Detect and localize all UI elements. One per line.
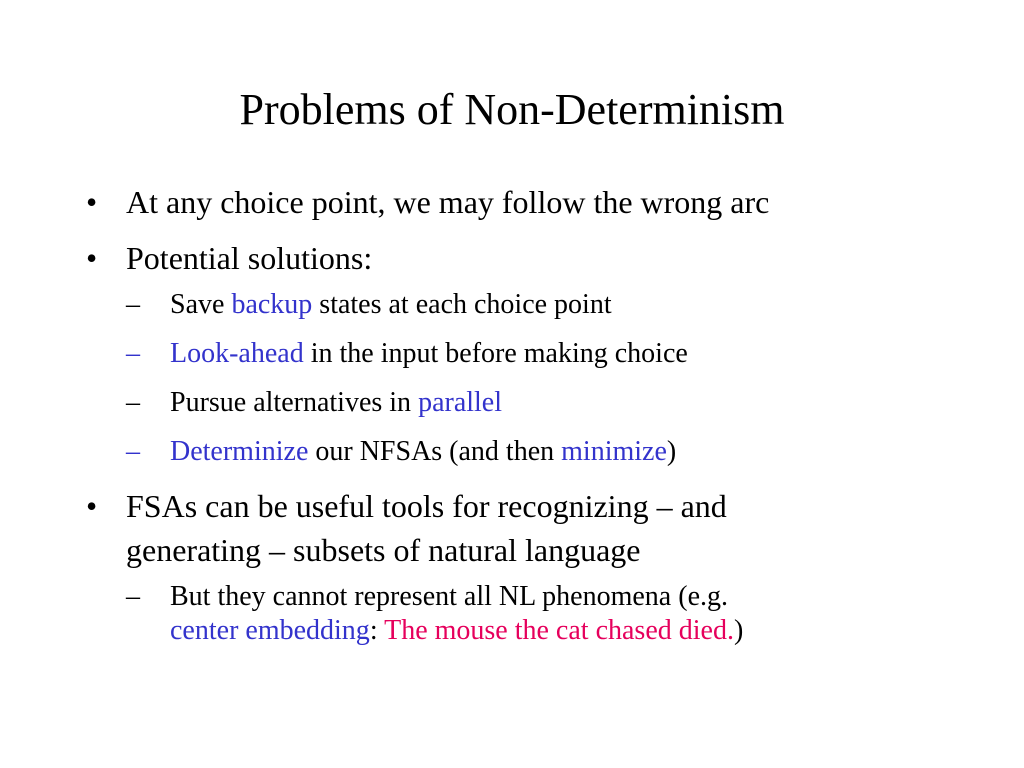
bullet-item <box>86 236 986 469</box>
sub-bullet-item <box>126 337 986 371</box>
dash-marker: – <box>126 387 140 418</box>
dash-marker: – <box>126 289 140 320</box>
bullet-item <box>86 484 986 648</box>
sub-bullet-text-line: But they cannot represent all NL phenomena (e.g. <box>170 581 728 612</box>
sub-bullet-text: ) <box>666 436 677 467</box>
bullet-text: Potential solutions: <box>126 240 373 276</box>
sub-bullet-text: Save <box>170 289 232 320</box>
sub-bullet-text: states at each choice point <box>312 289 612 320</box>
highlight-term: center embedding <box>170 615 370 646</box>
sub-bullet-text: in the input before making choice <box>303 338 688 369</box>
bullet-text: At any choice point, we may follow the wrong arc <box>126 184 770 220</box>
bullet-item <box>86 180 986 224</box>
dash-marker: – <box>126 338 140 369</box>
highlight-term: backup <box>231 289 313 320</box>
sub-bullet-text: ) <box>733 615 744 646</box>
dash-marker: – <box>126 581 140 612</box>
sub-bullet-text: Pursue alternatives in <box>170 387 419 418</box>
sub-bullet-item <box>126 580 986 648</box>
bullet-marker: • <box>86 240 98 276</box>
sub-bullet-item <box>126 435 986 469</box>
bullet-list <box>86 180 986 663</box>
bullet-marker: • <box>86 488 98 524</box>
bullet-text-line: FSAs can be useful tools for recognizing – and <box>126 488 727 524</box>
sub-bullet-text: our NFSAs (and then <box>308 436 562 467</box>
sub-bullet-item <box>126 288 986 322</box>
bullet-text-line: generating – subsets of natural language <box>126 532 641 568</box>
example-sentence: The mouse the cat chased died. <box>384 615 734 646</box>
bullet-marker: • <box>86 184 98 220</box>
sub-bullet-text: : <box>369 615 385 646</box>
sub-bullet-item <box>126 386 986 420</box>
sub-bullet-list <box>126 288 986 469</box>
slide-title: Problems of Non-Determinism <box>239 85 785 134</box>
sub-bullet-text-line <box>170 614 986 648</box>
sub-bullet-list <box>126 580 986 648</box>
highlight-term: Look-ahead <box>170 338 304 369</box>
dash-marker: – <box>126 436 140 467</box>
highlight-term: parallel <box>418 387 503 418</box>
highlight-term: minimize <box>561 436 667 467</box>
highlight-term: Determinize <box>170 436 309 467</box>
